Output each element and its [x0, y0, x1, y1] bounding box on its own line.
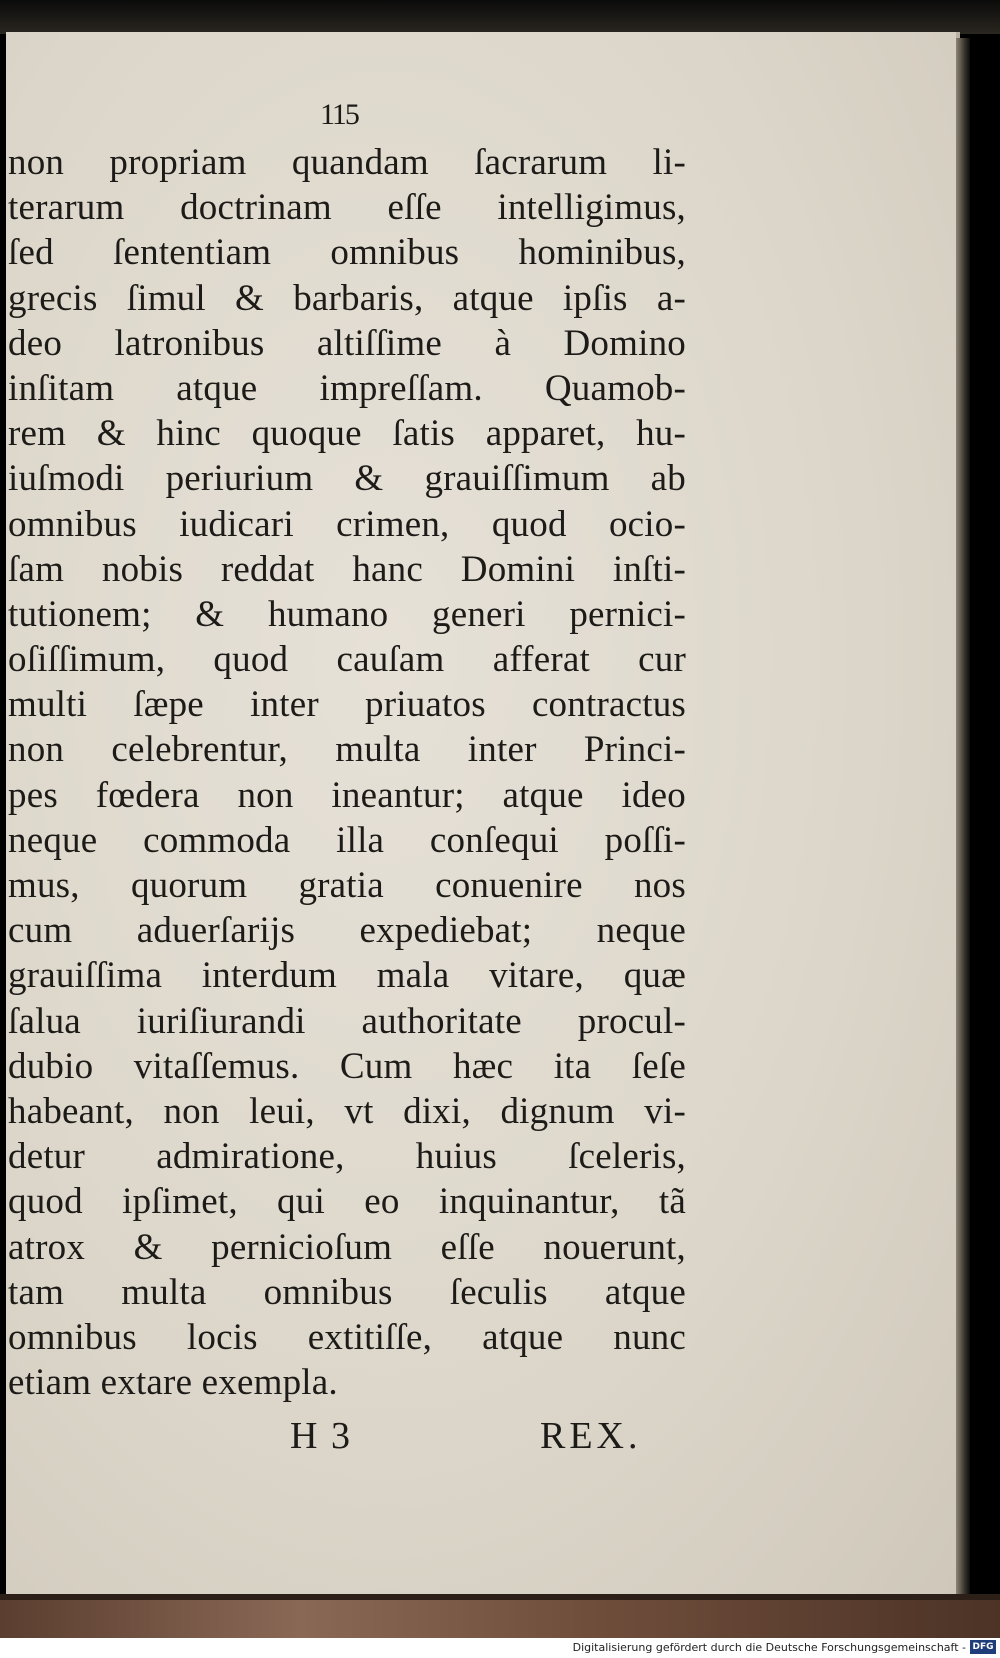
book-top-edge — [0, 0, 1000, 34]
text-line: habeant, non leui, vt dixi, dignum vi- — [8, 1090, 686, 1132]
signature-mark: H 3 — [290, 1415, 352, 1457]
text-line: tam multa omnibus ſeculis atque — [8, 1271, 686, 1313]
dfg-logo: DFG — [970, 1640, 996, 1654]
text-line: ſed ſententiam omnibus hominibus, — [8, 232, 686, 274]
body-text — [8, 140, 686, 1405]
text-line: tutionem; & humano generi pernici- — [8, 593, 686, 635]
text-line: pes fœdera non ineantur; atque ideo — [8, 774, 686, 816]
text-line: deo latronibus altiſſime à Domino — [8, 322, 686, 364]
text-line: neque commoda illa conſequi poſſi- — [8, 819, 686, 861]
text-line: detur admiratione, huius ſceleris, — [8, 1136, 686, 1178]
catchword: REX. — [540, 1415, 642, 1457]
text-line: grauiſſima interdum mala vitare, quæ — [8, 955, 686, 997]
text-line: grecis ſimul & barbaris, atque ipſis a- — [8, 277, 686, 319]
page-right-edge — [956, 38, 970, 1598]
text-line: oſiſſimum, quod cauſam afferat cur — [8, 639, 686, 681]
text-line: cum aduerſarijs expediebat; neque — [8, 910, 686, 952]
text-line: etiam extare exempla. — [8, 1362, 338, 1404]
text-line: non propriam quandam ſacrarum li- — [8, 142, 686, 183]
text-line: quod ipſimet, qui eo inquinantur, tã — [8, 1181, 686, 1223]
text-line: terarum doctrinam eſſe intelligimus, — [8, 187, 686, 229]
text-line: iuſmodi periurium & grauiſſimum ab — [8, 458, 686, 500]
page-number: 115 — [320, 98, 358, 131]
text-line: rem & hinc quoque ſatis apparet, hu- — [8, 413, 686, 455]
text-line: omnibus locis extitiſſe, atque nunc — [8, 1316, 686, 1358]
text-line: dubio vitaſſemus. Cum hæc ita ſeſe — [8, 1045, 686, 1087]
text-line: multi ſæpe inter priuatos contractus — [8, 684, 686, 726]
text-line: atrox & pernicioſum eſſe nouerunt, — [8, 1226, 686, 1268]
text-line: non celebrentur, multa inter Princi- — [8, 729, 686, 771]
text-line: inſitam atque impreſſam. Quamob- — [8, 367, 686, 409]
text-line: ſam nobis reddat hanc Domini inſti- — [8, 548, 686, 590]
book-cover-edge — [0, 1594, 1000, 1638]
text-line: omnibus iudicari crimen, quod ocio- — [8, 503, 686, 545]
text-line: mus, quorum gratia conuenire nos — [8, 865, 686, 906]
text-line: ſalua iuriſiurandi authoritate procul- — [8, 1000, 686, 1042]
footer-credit: Digitalisierung gefördert durch die Deutsche Forschungsgemeinschaft - — [572, 1641, 966, 1654]
